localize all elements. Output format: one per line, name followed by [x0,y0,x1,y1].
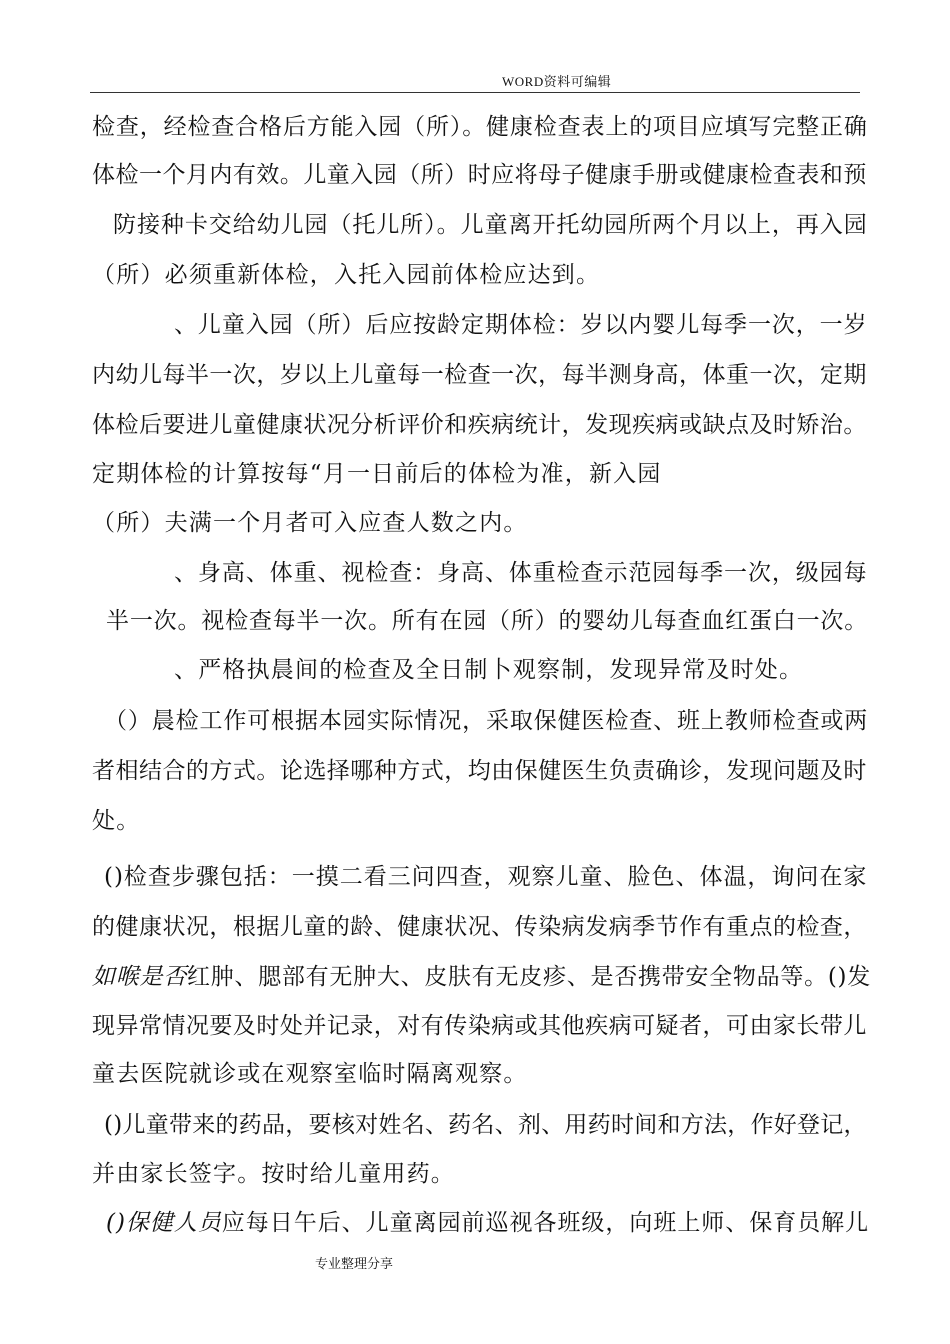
text-line: ()检查步骤包括：一摸二看三问四查，观察儿童、脸色、体温，询问在家 [104,864,868,890]
text-line: 体检后要进儿童健康状况分析评价和疾病统计，发现疾病或缺点及时矫治。 [92,412,867,438]
header-rule [90,92,860,93]
text-span: 红肿、腮部有无肿大、皮肤有无皮疹、是否携带安全物品等。()发 [186,964,871,990]
text-line: （所）夫满一个月者可入应查人数之内。 [92,510,528,536]
text-line: （所）必须重新体检，入托入园前体检应达到。 [92,262,601,288]
text-line: 的健康状况，根据儿童的龄、健康状况、传染病发病季节作有重点的检查， [92,914,867,940]
text-line: 处。 [92,808,141,834]
text-line: 、身高、体重、视检查：身高、体重检查示范园每季一次，级园每 [174,560,868,586]
text-line: 检查，经检查合格后方能入园（所）。健康检查表上的项目应填写完整正确 [92,114,868,140]
text-line: ()儿童带来的药品，要核对姓名、药名、剂、用药时间和方法，作好登记， [104,1112,867,1138]
italic-span: ()保健人员 [106,1210,222,1236]
text-line-mixed [106,1208,869,1238]
text-line: 体检一个月内有效。儿童入园（所）时应将母子健康手册或健康检查表和预 [92,162,867,188]
page-footer: 专业整理分享 [315,1257,394,1272]
text-line: 并由家长签字。按时给儿童用药。 [92,1161,455,1187]
text-line: 童去医院就诊或在观察室临时隔离观察。 [92,1061,528,1087]
text-line: 、儿童入园（所）后应按龄定期体检：岁以内婴儿每季一次，一岁 [174,312,868,338]
text-line: 防接种卡交给幼儿园（托儿所）。儿童离开托幼园所两个月以上，再入园 [113,212,868,238]
text-line: 者相结合的方式。论选择哪种方式，均由保健医生负责确诊，发现问题及时 [92,758,867,784]
text-span: 应每日午后、儿童离园前巡视各班级，向班上师、保育员解儿 [221,1210,870,1236]
text-line-mixed [92,962,871,992]
text-line: 、严格执晨间的检查及全日制卜观察制，发现异常及时处。 [174,657,804,683]
text-line: 定期体检的计算按每“月一日前后的体检为准，新入园 [92,461,662,487]
text-line: 内幼儿每半一次，岁以上儿童每一检查一次，每半测身高，体重一次，定期 [92,362,867,388]
text-line: （）晨检工作可根据本园实际情况，采取保健医检查、班上教师检查或两 [104,708,869,734]
text-line: 现异常情况要及时处并记录，对有传染病或其他疾病可疑者，可由家长带儿 [92,1013,867,1039]
italic-span: 如喉是否 [92,964,187,990]
page-header: WORD资料可编辑 [502,74,612,89]
text-line: 半一次。视检查每半一次。所有在园（所）的婴幼儿每查血红蛋白一次。 [106,608,869,634]
